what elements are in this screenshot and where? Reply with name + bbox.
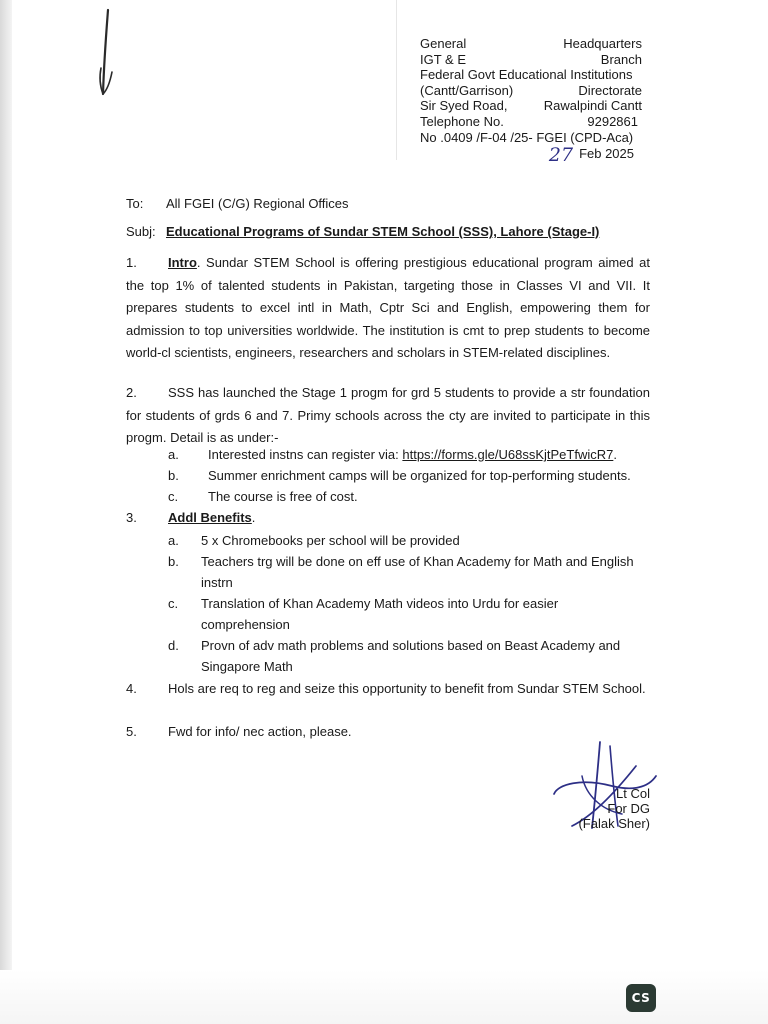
paragraph-text: Hols are req to reg and seize this opportunity to benefit from Sundar STEM School. (168, 681, 646, 696)
reference-number-row (420, 130, 642, 146)
letterhead-text: Branch (600, 51, 642, 67)
letterhead-text: 9292861 (587, 113, 638, 129)
letterhead-row (420, 52, 642, 68)
date-month-year: Feb 2025 (579, 146, 634, 162)
list-item-text: Teachers trg will be done on eff use of Khan Academy for Math and English instrn (201, 554, 634, 590)
list-item-text: The course is free of cost. (208, 489, 358, 504)
letterhead-text: Rawalpindi Cantt (543, 98, 642, 114)
list-item-text: Translation of Khan Academy Math videos into Urdu for easier comprehension (201, 596, 559, 632)
badge-label: CS (631, 991, 651, 1005)
letterhead-row (420, 98, 642, 114)
list-item (168, 444, 650, 465)
list-item (168, 486, 650, 507)
paragraph-2-list (168, 444, 650, 507)
letterhead-row (420, 114, 642, 130)
signatory-for: For DG (607, 801, 650, 816)
letterhead-text: Headquarters (563, 36, 642, 51)
list-item-key: b. (168, 468, 179, 483)
letterhead-text: Federal Govt Educational Institutions (420, 67, 633, 83)
letterhead-row (420, 83, 642, 99)
paragraph-text: . Sundar STEM School is offering prestigious educational program aimed at the top 1% of talented students in Pakistan, targeting those in Classes VI and VII. It prepares students to excel intl in Math, Cptr Sci and English, empowering them for admission to top universities worldwide. The institution is cmt to prep students to become world-cl scientists, engineers, researchers and scholars in STEM-related disciplines. (126, 255, 650, 361)
letterhead-row (420, 36, 642, 52)
registration-link[interactable]: https://forms.gle/U68ssKjtPeTfwicR7 (402, 447, 614, 462)
list-item-text: Provn of adv math problems and solutions based on Beast Academy and Singapore Math (201, 638, 621, 674)
list-item-key: a. (168, 533, 179, 548)
letterhead-text: Telephone No. (420, 113, 504, 129)
list-item-text: Summer enrichment camps will be organized for top-performing students. (208, 468, 631, 483)
handwritten-mark-icon (92, 6, 122, 102)
list-item (168, 593, 650, 635)
list-item (168, 530, 650, 551)
letterhead-address (420, 36, 642, 167)
subject-label: Subj: (126, 224, 156, 239)
list-item (168, 465, 650, 486)
reference-number: No .0409 /F-04 /25- FGEI (CPD-Aca) (420, 129, 634, 145)
paragraph-3-list (168, 530, 650, 677)
list-item (168, 551, 650, 593)
signature-block (574, 786, 650, 831)
paragraph-4 (126, 678, 650, 701)
letterhead-text: Directorate (578, 82, 642, 98)
list-item-key: d. (168, 638, 179, 653)
list-item (168, 635, 650, 677)
to-label: To: (126, 196, 144, 211)
signatory-rank: Lt Col (616, 786, 650, 801)
paragraph-1 (126, 252, 650, 365)
letterhead-text: Sir Syed Road, (420, 98, 508, 114)
letterhead-row (420, 67, 642, 83)
paragraph-3 (126, 510, 255, 525)
list-item-prefix: Interested instns can register via: (208, 447, 403, 462)
scan-edge-shadow (0, 0, 12, 1024)
paragraph-number: 4. (126, 681, 137, 696)
paragraph-number: 3. (126, 510, 137, 525)
paragraph-2 (126, 382, 650, 450)
to-value: All FGEI (C/G) Regional Offices (166, 196, 349, 211)
list-item-key: c. (168, 489, 179, 504)
letterhead-text: (Cantt/Garrison) (420, 82, 514, 98)
signatory-name: (Falak Sher) (578, 816, 650, 831)
paragraph-heading: Addl Benefits (168, 510, 252, 525)
handwritten-date-day: 27 (548, 144, 574, 167)
subject-title: Educational Programs of Sundar STEM School (SSS), Lahore (Stage-I) (166, 224, 600, 239)
paragraph-number: 2. (126, 385, 137, 400)
list-item-key: b. (168, 554, 179, 569)
letterhead-text: IGT & E (420, 51, 466, 67)
letterhead-text: General (420, 36, 467, 51)
camscanner-logo-icon (626, 984, 656, 1012)
paragraph-number: 1. (126, 255, 137, 270)
letter-date (420, 144, 642, 167)
fold-line (396, 0, 397, 160)
list-item-key: c. (168, 596, 179, 611)
paragraph-heading: Intro (168, 255, 197, 270)
list-item-text: 5 x Chromebooks per school will be provided (201, 533, 460, 548)
list-item-key: a. (168, 447, 179, 462)
paragraph-heading-tail: . (251, 510, 256, 525)
subject-line (126, 224, 650, 239)
paragraph-text: Fwd for info/ nec action, please. (168, 724, 352, 739)
list-item-suffix: . (613, 447, 617, 462)
list-item-text (208, 444, 650, 465)
paragraph-text: SSS has launched the Stage 1 progm for grd 5 students to provide a str foundation for students of grds 6 and 7. Primy schools across the cty are invited to participate in this progm. Detail is as under:- (126, 385, 650, 446)
paragraph-number: 5. (126, 724, 137, 739)
addressee-line (126, 196, 650, 211)
